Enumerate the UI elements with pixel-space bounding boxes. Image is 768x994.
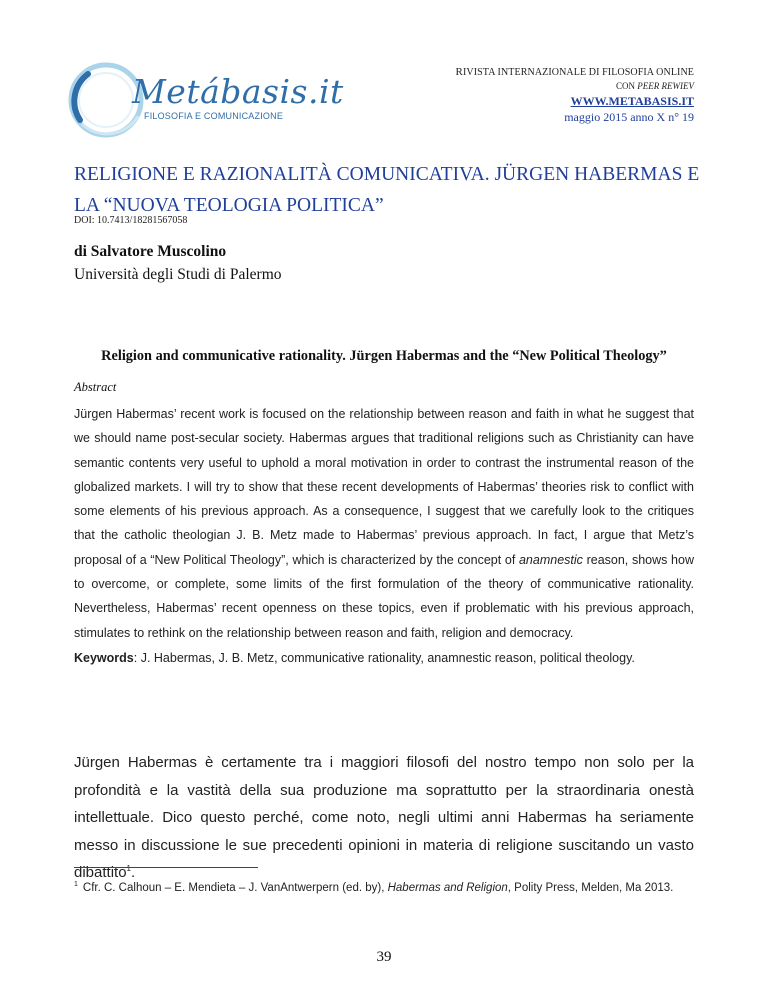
journal-logo xyxy=(68,62,344,136)
body-paragraph: Jürgen Habermas è certamente tra i maggiori filosofi del nostro tempo non solo per la profondità e la vastità della sua produzione ma soprattutto per la straordinaria onestà intellettuale. Dico questo perché, come noto, negli ultimi anni Habermas ha seriamente messo in discussione le sue precedenti opinioni in materia di religione suscitando un vasto dibattito$^1$. xyxy=(74,754,694,881)
peer-review-note: CON PEER REWIEV xyxy=(616,81,694,91)
footnote-ref[interactable]: 1 xyxy=(126,864,131,873)
keywords xyxy=(74,651,714,665)
issue-info: maggio 2015 anno X n° 19 xyxy=(564,110,694,124)
page-number: 39 xyxy=(376,949,392,965)
logo-tagline: FILOSOFIA E COMUNICAZIONE xyxy=(144,111,284,121)
journal-description: RIVISTA INTERNAZIONALE DI FILOSOFIA ONLINE xyxy=(455,66,694,78)
keywords-label: Keywords xyxy=(74,651,134,665)
doi: DOI: 10.7413/18281567058 xyxy=(74,215,188,226)
affiliation: Università degli Studi di Palermo xyxy=(74,266,282,283)
abstract-heading: Abstract xyxy=(74,380,117,394)
keywords-list: : J. Habermas, J. B. Metz, communicative rationality, anamnestic reason, political theology. xyxy=(133,651,635,665)
footnote-divider xyxy=(74,867,258,868)
english-title: Religion and communicative rationality. Jürgen Habermas and the “New Political Theology” xyxy=(101,348,667,364)
logo-name: Metábasis.it xyxy=(132,72,344,111)
journal-header xyxy=(456,66,695,125)
abstract-text: Jürgen Habermas’ recent work is focused on the relationship between reason and faith in what he suggest that we should name post-secular society. Habermas argues that traditional religions such as Christianity can have semantic contents very useful to uphold a moral motivation in order to contrast the instrumental reason of the globalized markets. I will try to show that these recent developments of Habermas’ theories risk to conflict with some elements of his previous approach. As a consequence, I suggest that we carefully look to the critiques that the catholic theologian J. B. Metz made to Habermas’ previous approach. In fact, I argue that Metz’s proposal of a “New Political Theology”, which is characterized by the concept of anamnestic reason, shows how to overcome, or complete, some limits of the first formulation of the theory of communicative rationality. Nevertheless, Habermas’ recent openness on these topics, even if problematic with his previous approach, stimulates to rethink on the relationship between reason and faith, religion and democracy. xyxy=(74,407,694,640)
footnote: $^1$ Cfr. C. Calhoun – E. Mendieta – J. VanAntwerpern (ed. by), Habermas and Religion, Polity Press, Melden, Ma 2013. xyxy=(74,881,674,894)
article-title: RELIGIONE E RAZIONALITÀ COMUNICATIVA. JÜRGEN HABERMAS E LA “NUOVA TEOLOGIA POLITICA” xyxy=(74,164,700,216)
author: di Salvatore Muscolino xyxy=(74,243,227,260)
website-link[interactable]: WWW.METABASIS.IT xyxy=(570,94,694,108)
